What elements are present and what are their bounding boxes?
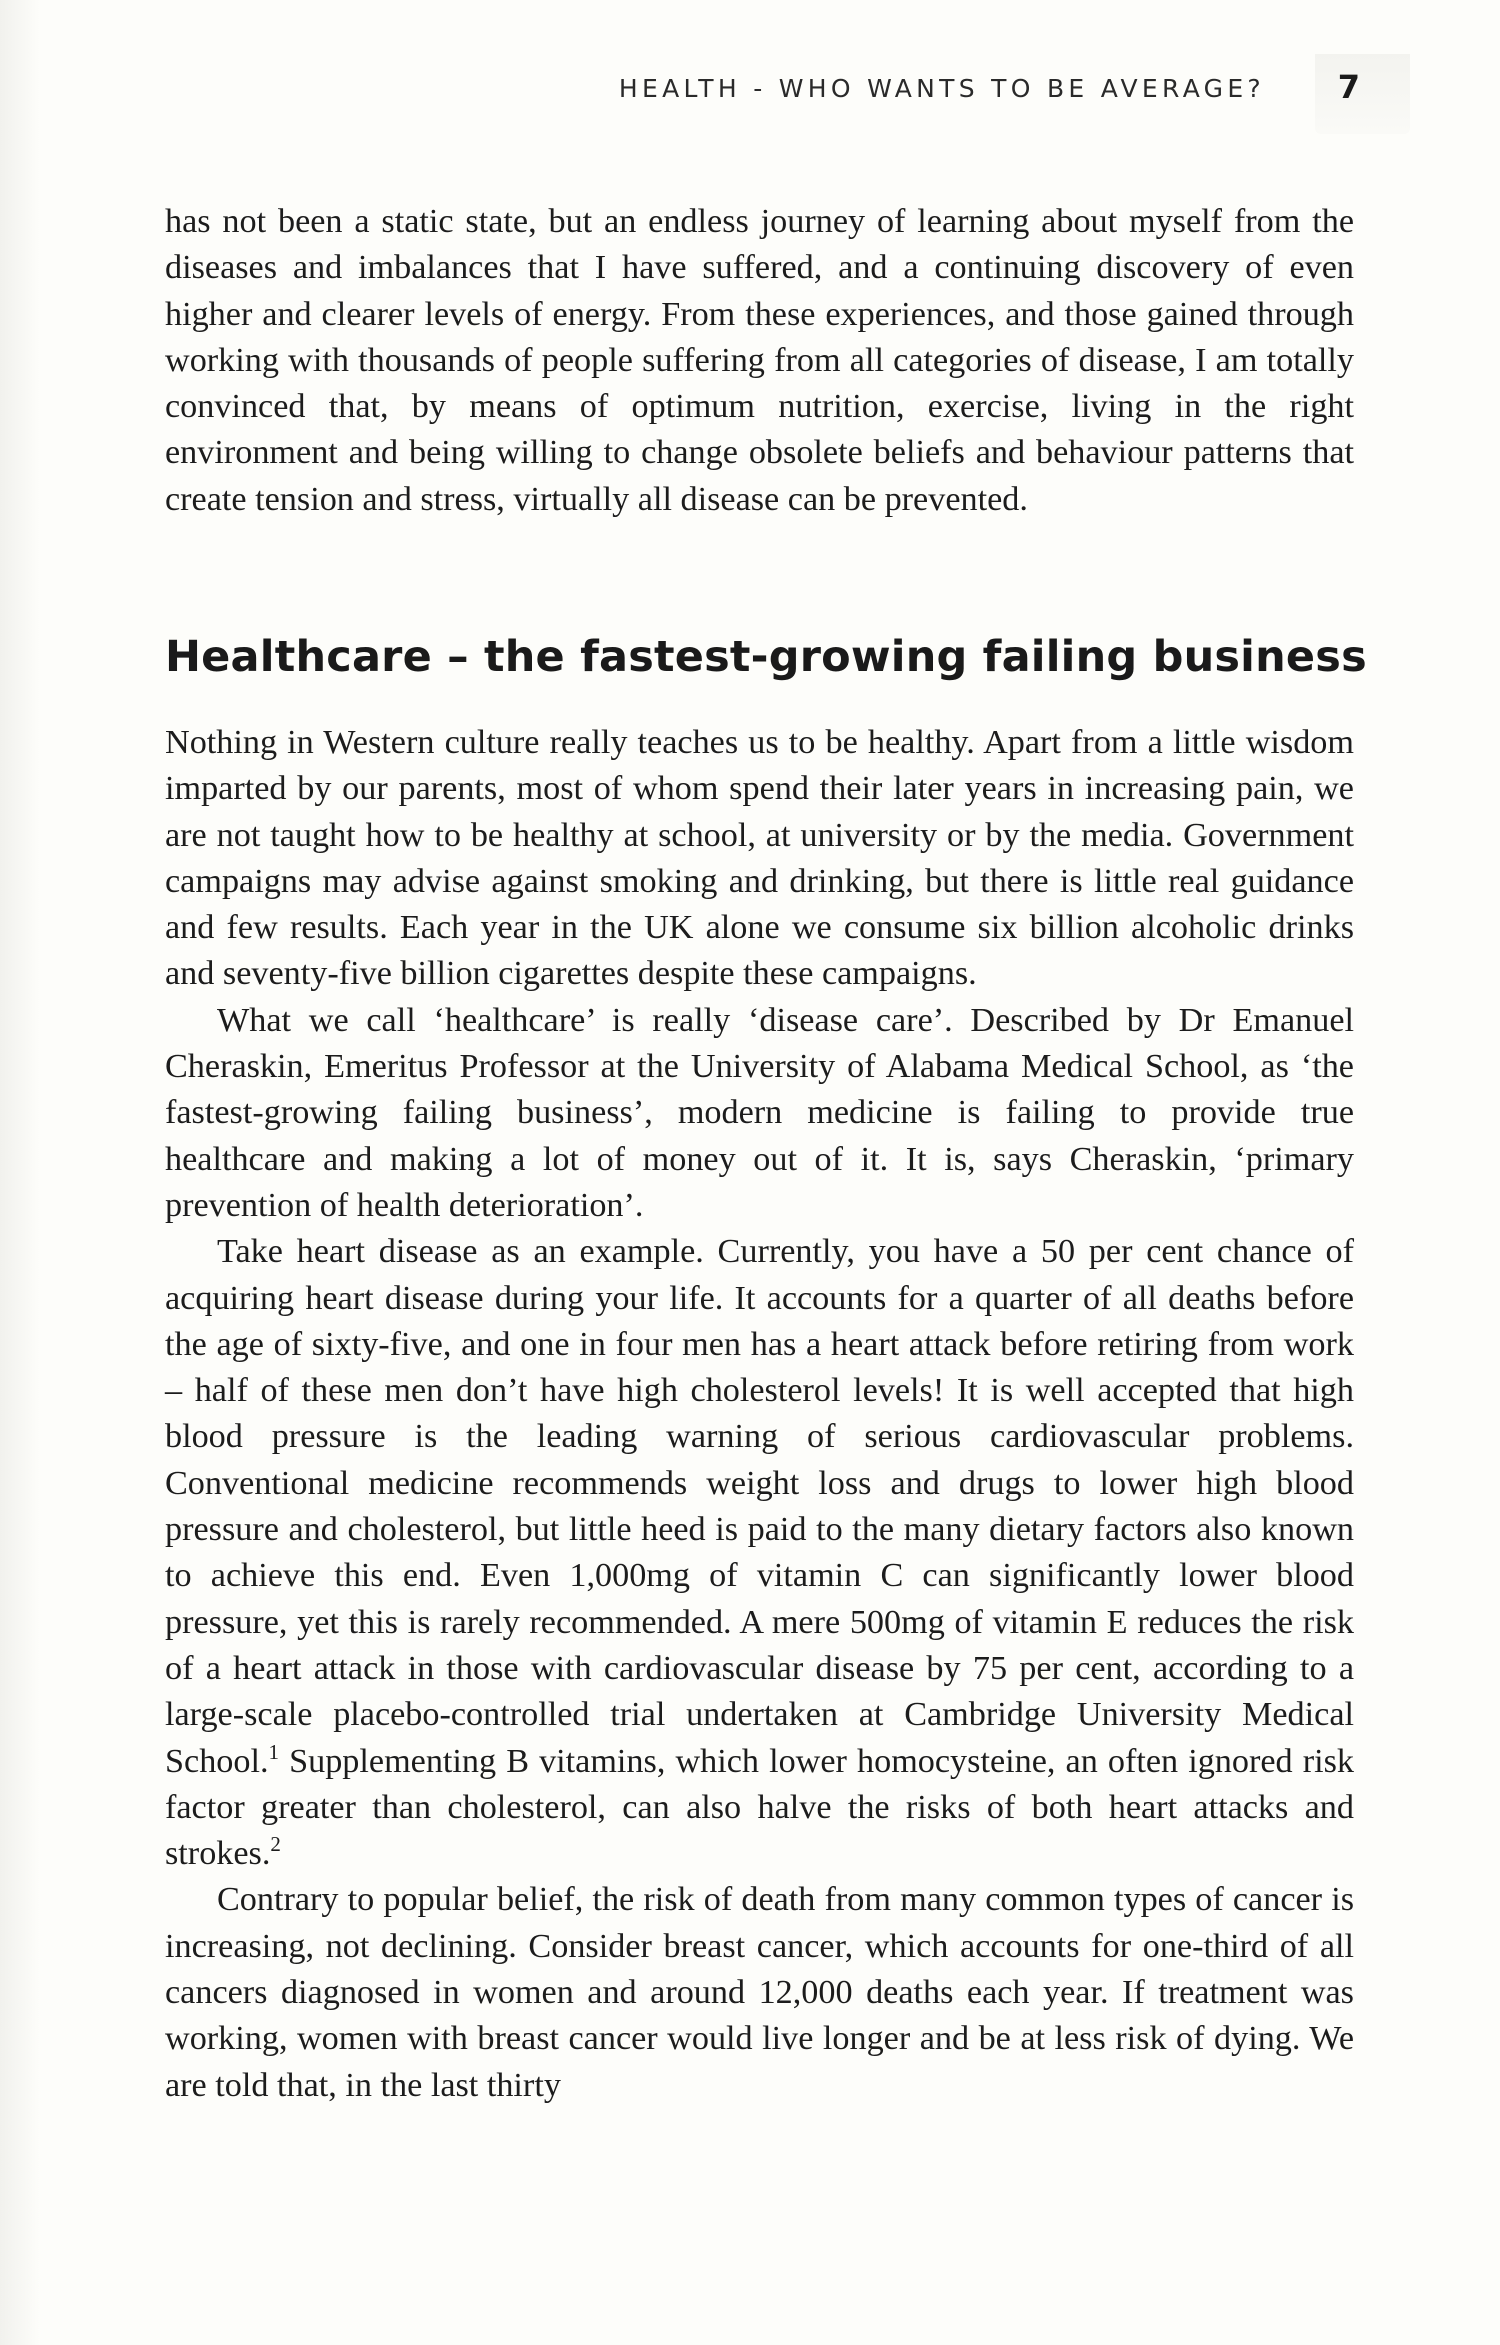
section-heading: Healthcare – the fastest-growing failing business xyxy=(165,632,1367,682)
heart-disease-text-b: Supplementing B vitamins, which lower homocysteine, an often ignored risk factor greater than cholesterol, can also halve the risks of both heart attacks and strokes. xyxy=(165,1742,1354,1873)
paragraph-continuation: has not been a static state, but an endless journey of learning about myself from the diseases and imbalances that I have suffered, and a continuing discovery of even higher and clearer levels of energy. From these experiences, and those gained through working with thousands of people suffering from all categories of disease, I am totally convinced that, by means of optimum nutrition, exercise, living in the right environment and being willing to change obsolete beliefs and behaviour patterns that create tension and stress, virtually all disease can be prevented. xyxy=(165,203,1354,518)
paragraph-heart-disease xyxy=(165,1229,1354,1877)
paragraph-western-culture: Nothing in Western culture really teaches us to be healthy. Apart from a little wisdom imparted by our parents, most of whom spend their later years in increasing pain, we are not taught how to be healthy at school, at university or by the media. Government campaigns may advise against smoking and drinking, but there is little real guidance and few results. Each year in the UK alone we consume six billion alcoholic drinks and seventy-five billion cigarettes despite these campaigns. xyxy=(165,724,1354,993)
paragraph-cancer: Contrary to popular belief, the risk of death from many common types of cancer is increasing, not declining. Consider breast cancer, which accounts for one-third of all cancers diagnosed in women and around 12,000 deaths each year. If treatment was working, women with breast cancer would live longer and be at less risk of dying. We are told that, in the last thirty xyxy=(165,1881,1354,2104)
page-number: 7 xyxy=(1337,68,1360,106)
body-text-section xyxy=(165,720,1354,2109)
body-text-top xyxy=(165,199,1354,523)
heart-disease-text-a: Take heart disease as an example. Currently, you have a 50 per cent chance of acquiring heart disease during your life. It accounts for a quarter of all deaths before the age of sixty-five, and one in four men has a heart attack before retiring from work – half of these men don’t have high cholesterol levels! It is well accepted that high blood pressure is the leading warning of serious cardiovascular problems. Conventional medicine recommends weight loss and drugs to lower high blood pressure and cholesterol, but little heed is paid to the many dietary factors also known to achieve this end. Even 1,000mg of vitamin C can significantly lower blood pressure, yet this is rarely recommended. A mere 500mg of vitamin E reduces the risk of a heart attack in those with cardiovascular disease by 75 per cent, according to a large-scale placebo-controlled trial undertaken at Cambridge University Medical School. xyxy=(165,1233,1354,1780)
footnote-ref-1[interactable]: 1 xyxy=(268,1739,280,1764)
paragraph-disease-care: What we call ‘healthcare’ is really ‘disease care’. Described by Dr Emanuel Cheraskin, Emeritus Professor at the University of Alabama Medical School, as ‘the fastest-growing failing business’, modern medicine is failing to provide true healthcare and making a lot of money out of it. It is, says Cheraskin, ‘primary prevention of health deterioration’. xyxy=(165,1001,1354,1224)
page-tab-shade xyxy=(1315,54,1410,134)
footnote-ref-2[interactable]: 2 xyxy=(270,1832,281,1857)
page-gutter-shadow xyxy=(0,0,40,2345)
running-header xyxy=(165,68,1410,114)
running-title: HEALTH - WHO WANTS TO BE AVERAGE? xyxy=(618,74,1265,103)
